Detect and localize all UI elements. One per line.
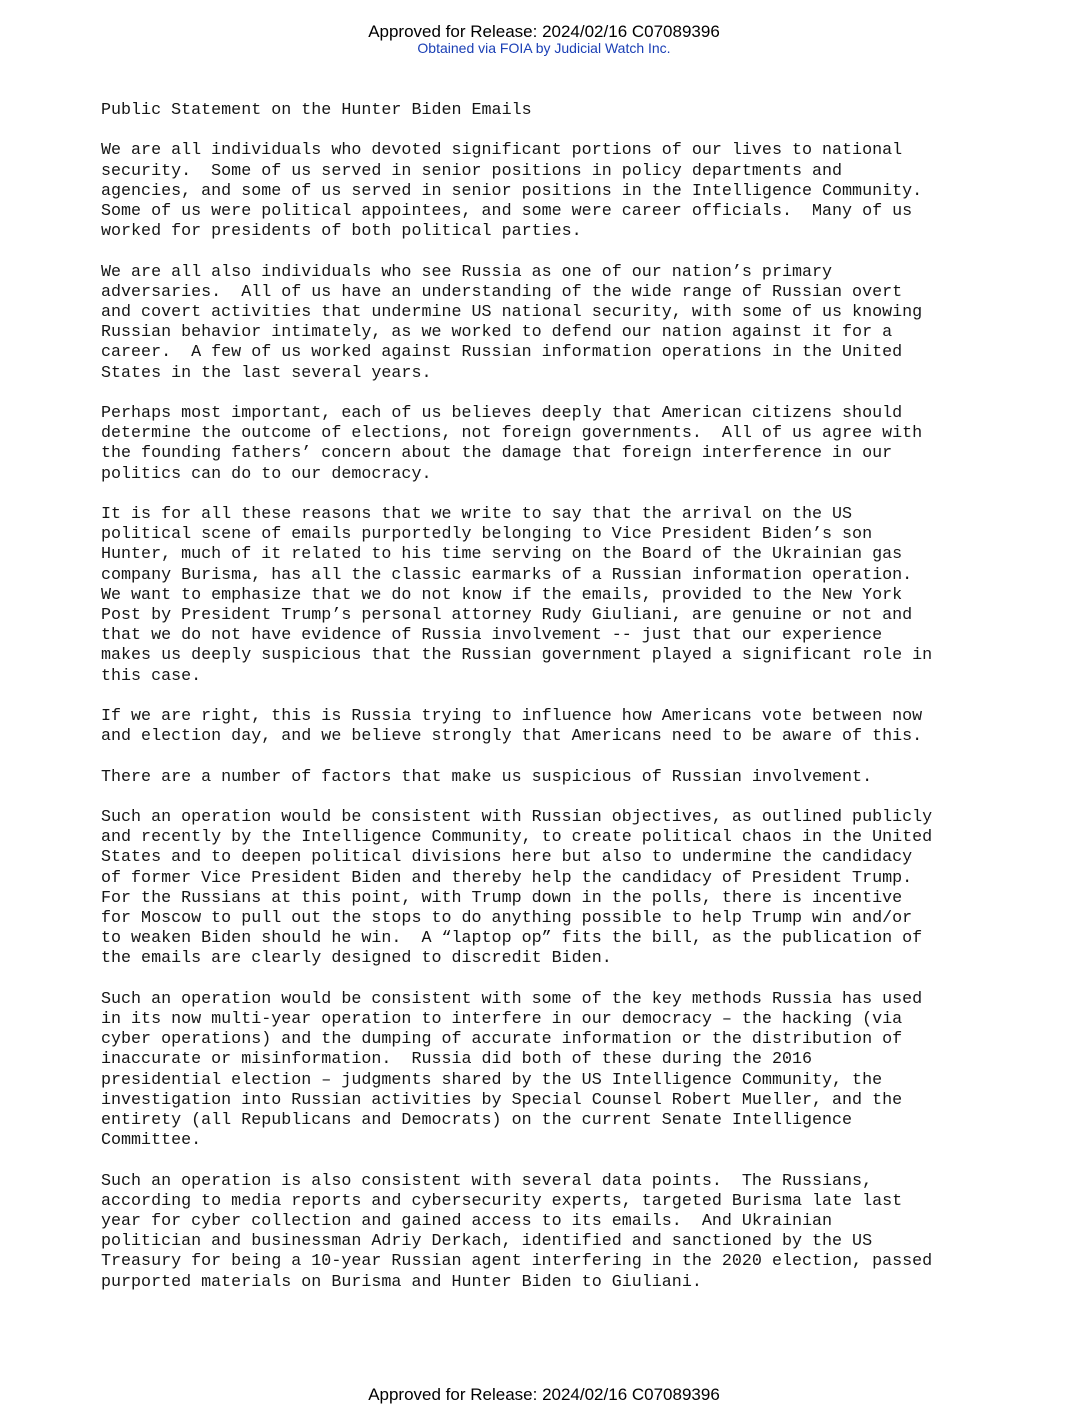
paragraph-9: Such an operation is also consistent with several data points. The Russians, according to media reports and cybersecurity experts, targeted Burisma late last year for cyber collection and gained access to its emails. And Ukrainian politician and businessman Adriy Derkach, identified and sanctioned by the US Treasury for being a 10-year Russian agent interfering in the 2020 election, passed purported materials on Burisma and Hunter Biden to Giuliani.: [101, 1171, 933, 1292]
paragraph-1: We are all individuals who devoted significant portions of our lives to national security. Some of us served in senior positions in policy departments and agencies, and some of us served in senior positions in the Intelligence Community. Some of us were political appointees, and some were career officials. Many of us worked for presidents of both political parties.: [101, 141, 923, 242]
paragraph-4: It is for all these reasons that we write to say that the arrival on the US political scene of emails purportedly belonging to Vice President Biden’s son Hunter, much of it related to his time serving on the Board of the Ukrainian gas company Burisma, has all the classic earmarks of a Russian information operation. We want to emphasize that we do not know if the emails, provided to the New York Post by President Trump’s personal attorney Rudy Giuliani, are genuine or not and that we do not have evidence of Russia involvement -- just that our experience makes us deeply suspicious that the Russian government played a significant role in this case.: [101, 505, 933, 686]
paragraph-8: Such an operation would be consistent with some of the key methods Russia has used in its now multi-year operation to interfere in our democracy – the hacking (via cyber operations) and the dumping of accurate information or the distribution of inaccurate or misinformation. Russia did both of these during the 2016 presidential election – judgments shared by the US Intelligence Community, the investigation into Russian activities by Special Counsel Robert Mueller, and the entirety (all Republicans and Democrats) on the current Senate Intelligence Committee.: [101, 989, 923, 1151]
approval-stamp-top: Approved for Release: 2024/02/16 C07089396: [368, 22, 720, 41]
foia-notice: Obtained via FOIA by Judicial Watch Inc.: [417, 40, 671, 56]
paragraph-7: Such an operation would be consistent with Russian objectives, as outlined publicly and recently by the Intelligence Community, to create political chaos in the United States and to deepen political divisions here but also to undermine the candidacy of former Vice President Biden and thereby help the candidacy of President Trump. For the Russians at this point, with Trump down in the polls, there is incentive for Moscow to pull out the stops to do anything possible to help Trump win and/or to weaken Biden should he win. A “laptop op” fits the bill, as the publication of the emails are clearly designed to discredit Biden.: [101, 808, 933, 969]
paragraph-5: If we are right, this is Russia trying to influence how Americans vote between now and election day, and we believe strongly that Americans need to be aware of this.: [101, 707, 923, 747]
paragraph-3: Perhaps most important, each of us believes deeply that American citizens should determine the outcome of elections, not foreign governments. All of us agree with the founding fathers’ concern about the damage that foreign interference in our politics can do to our democracy.: [101, 404, 923, 484]
document-title: Public Statement on the Hunter Biden Emails: [101, 101, 532, 120]
paragraph-2: We are all also individuals who see Russia as one of our nation’s primary adversaries. All of us have an understanding of the wide range of Russian overt and covert activities that undermine US national security, with some of us knowing Russian behavior intimately, as we worked to defend our nation against it for a career. A few of us worked against Russian information operations in the United States in the last several years.: [101, 262, 923, 383]
document-body: [101, 101, 1001, 1313]
paragraph-6: There are a number of factors that make us suspicious of Russian involvement.: [101, 767, 873, 787]
approval-stamp-bottom: Approved for Release: 2024/02/16 C07089396: [368, 1385, 720, 1404]
